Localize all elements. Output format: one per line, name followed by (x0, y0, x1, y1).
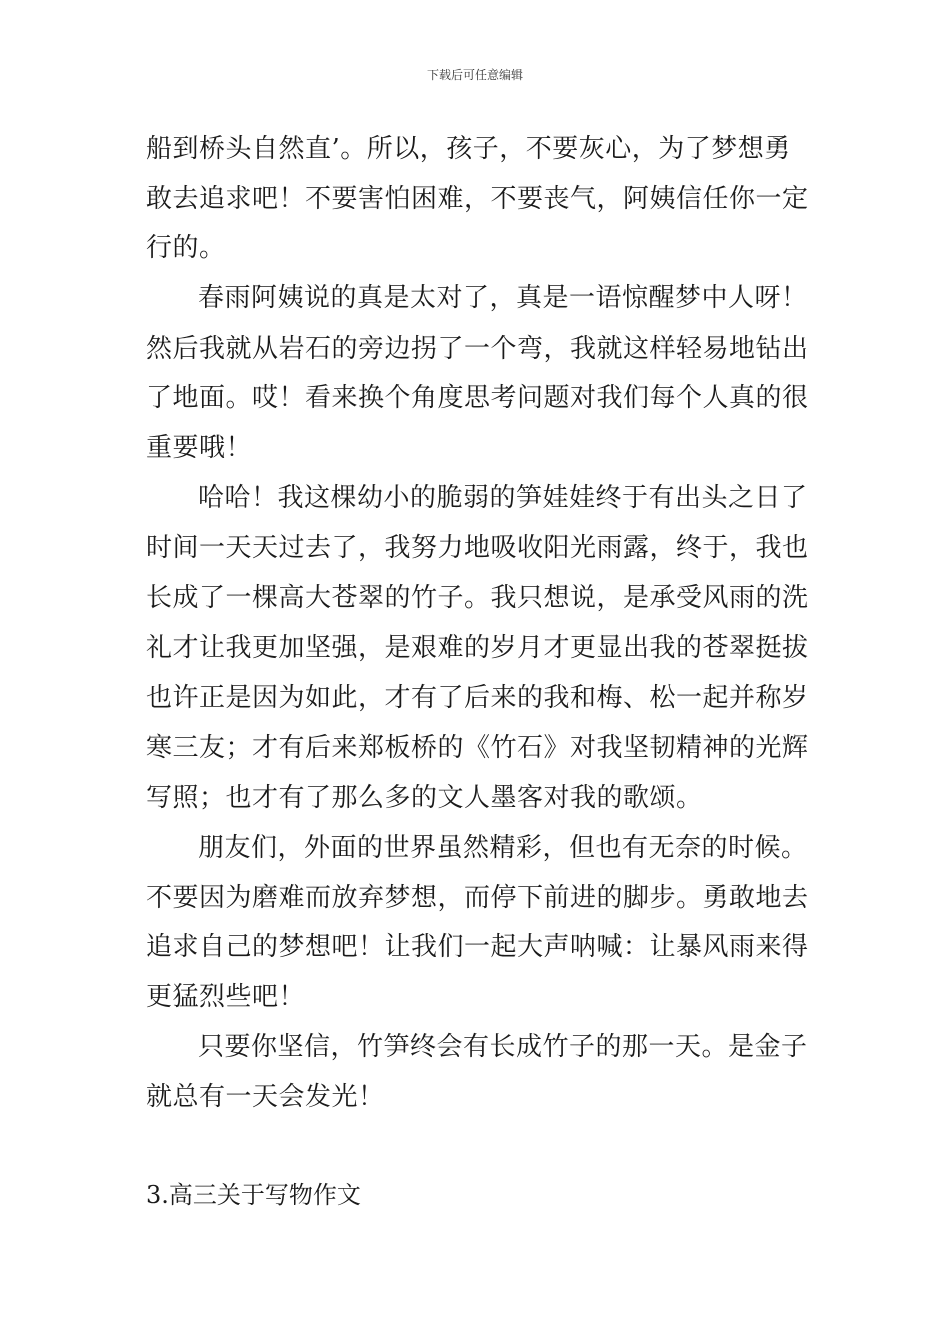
paragraph-start-line: 只要你坚信，竹笋终会有长成竹子的那一天。是金子 (198, 1032, 808, 1062)
text-line: 敢去追求吧！不要害怕困难，不要丧气，阿姨信任你一定 (146, 184, 809, 214)
paragraph-start-line: 朋友们，外面的世界虽然精彩，但也有无奈的时候。 (198, 833, 808, 863)
text-line: 更猛烈些吧！ (146, 982, 306, 1012)
paragraph-start-line: 哈哈！我这棵幼小的脆弱的笋娃娃终于有出头之日了 (198, 483, 808, 513)
text-line: 追求自己的梦想吧！让我们一起大声呐喊：让暴风雨来得 (146, 932, 809, 962)
text-line: 礼才让我更加坚强，是艰难的岁月才更显出我的苍翠挺拔 (146, 633, 809, 663)
text-line: 了地面。哎！看来换个角度思考问题对我们每个人真的很 (146, 383, 809, 413)
text-line: 写照；也才有了那么多的文人墨客对我的歌颂。 (146, 783, 703, 813)
text-line: 就总有一天会发光！ (146, 1082, 385, 1112)
text-line: 船到桥头自然直’。所以，孩子，不要灰心，为了梦想勇 (146, 134, 791, 164)
text-line: 长成了一棵高大苍翠的竹子。我只想说，是承受风雨的洗 (146, 583, 809, 613)
paragraph-start-line: 春雨阿姨说的真是太对了，真是一语惊醒梦中人呀！ (198, 283, 808, 313)
text-line: 然后我就从岩石的旁边拐了一个弯，我就这样轻易地钻出 (146, 334, 809, 364)
text-line: 时间一天天过去了，我努力地吸收阳光雨露，终于，我也 (146, 533, 809, 563)
text-line: 也许正是因为如此，才有了后来的我和梅、松一起并称岁 (146, 683, 809, 713)
text-line: 重要哦！ (146, 433, 253, 463)
section-heading: 3.高三关于写物作文 (146, 1181, 361, 1209)
text-line: 不要因为磨难而放弃梦想，而停下前进的脚步。勇敢地去 (146, 883, 809, 913)
page-header: 下载后可任意编辑 (426, 68, 523, 82)
text-line: 行的。 (146, 233, 226, 263)
text-line: 寒三友；才有后来郑板桥的《竹石》对我坚韧精神的光辉 (146, 733, 809, 763)
